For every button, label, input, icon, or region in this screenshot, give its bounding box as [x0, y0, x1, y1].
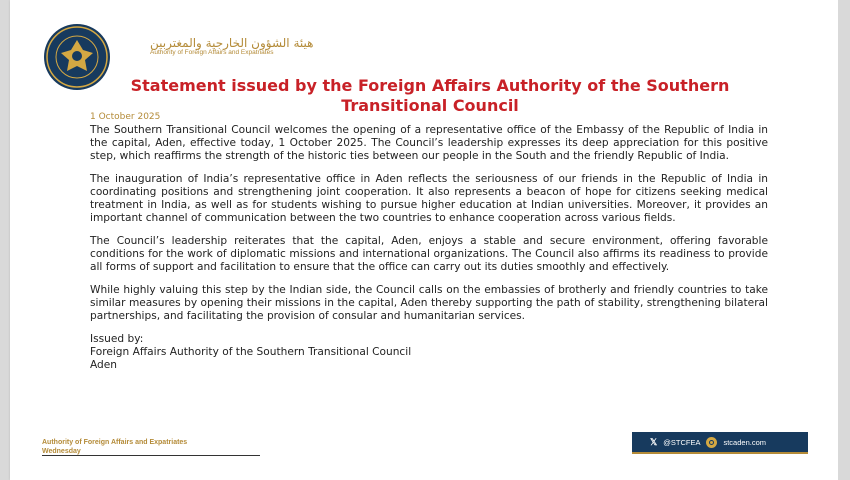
social-handle[interactable]: @STCFEA [663, 437, 701, 447]
org-name-arabic: هيئة الشؤون الخارجية والمغتربين [150, 36, 314, 50]
page-edge [838, 0, 850, 480]
paragraph-2: The inauguration of India’s representative office in Aden reflects the seriousness of our friends in the Republic of India in coordinating positions and strengthening joint cooperation. It also represents a beacon of hope for citizens seeking medical treatment in India, as well as for students wishing to pursue higher education at Indian universities. Moreover, it provides an important channel of communication between the two countries to enhance cooperation across various fields. [90, 173, 768, 224]
website-link[interactable]: stcaden.com [723, 437, 766, 447]
footer-org-block [42, 438, 187, 456]
footer-org-name: Authority of Foreign Affairs and Expatriates [42, 439, 188, 446]
website-icon [706, 437, 717, 448]
statement-body [90, 124, 768, 372]
issuing-authority: Foreign Affairs Authority of the Southern Transitional Council [90, 346, 412, 358]
paragraph-3: The Council’s leadership reiterates that the capital, Aden, enjoys a stable and secure environment, offering favorable conditions for the work of diplomatic missions and international organizations. The Council also affirms its readiness to provide all forms of support and facilitation to ensure that the office can carry out its duties smoothly and effectively. [90, 235, 768, 273]
statement-page [10, 0, 838, 480]
statement-title: Statement issued by the Foreign Affairs Authority of the Southern Transitional Council [130, 76, 730, 115]
signature-block [90, 333, 768, 372]
issued-by-label: Issued by: [90, 333, 144, 345]
paragraph-1: The Southern Transitional Council welcomes the opening of a representative office of the Embassy of the Republic of India in the capital, Aden, effective today, 1 October 2025. The Council’s leadership expresses its deep appreciation for this positive step, which reaffirms the strength of the historic ties between our people in the South and the friendly Republic of India. [90, 124, 768, 162]
org-name-english: Authority of Foreign Affairs and Expatriates [150, 49, 274, 56]
paragraph-4: While highly valuing this step by the Indian side, the Council calls on the embassies of brotherly and friendly countries to take similar measures by opening their missions in the capital, Aden thereby supporting the path of stability, strengthening bilateral partnerships, and facilitating the provision of consular and humanitarian services. [90, 284, 768, 322]
issuing-place: Aden [90, 359, 118, 371]
footer-day: Wednesday [42, 448, 81, 455]
statement-date: 1 October 2025 [90, 112, 161, 122]
footer-contact-bar [632, 432, 808, 454]
footer-divider [42, 455, 260, 456]
x-logo-icon: 𝕏 [650, 436, 658, 447]
